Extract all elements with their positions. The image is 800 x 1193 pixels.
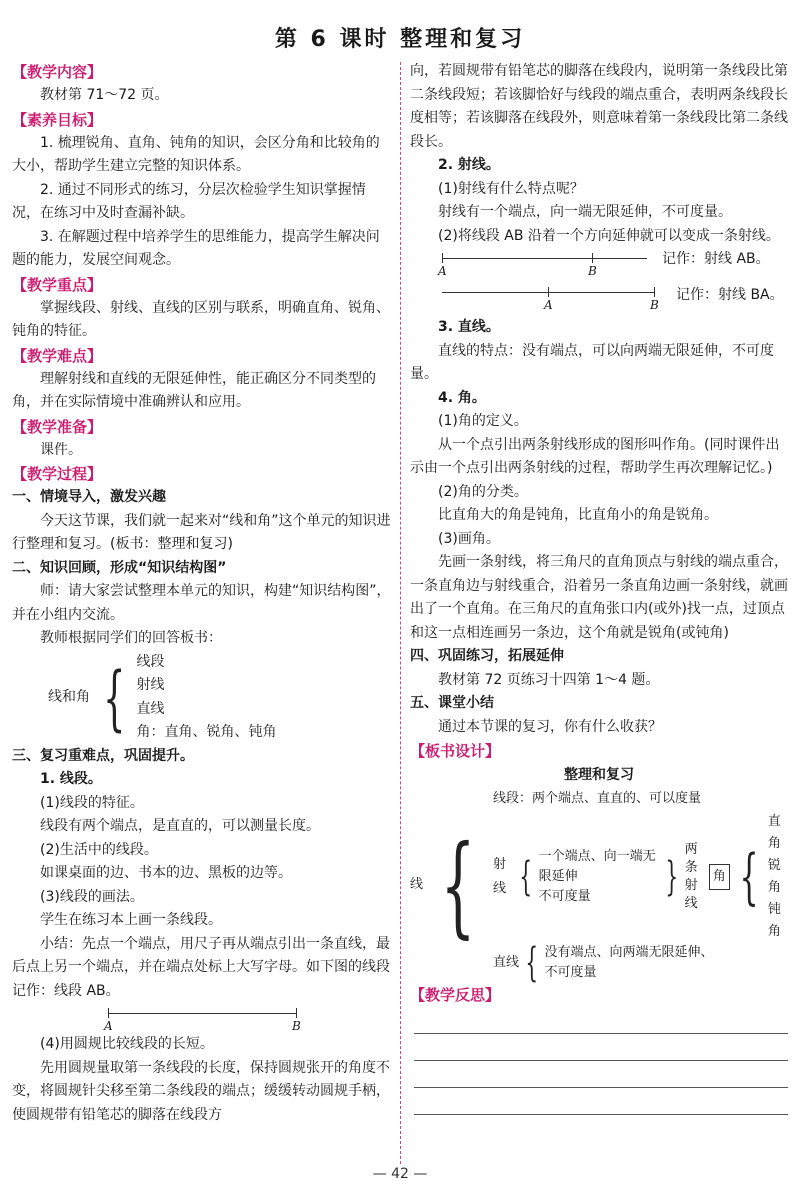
blank-line[interactable]	[414, 1007, 788, 1034]
paragraph: 师：请大家尝试整理本单元的知识，构建“知识结构图”，并在小组内交流。	[12, 583, 391, 623]
board-line	[493, 940, 788, 986]
paragraph: 射线有一个端点，向一端无限延伸，不可度量。	[438, 204, 732, 220]
board-two: 两条	[684, 842, 698, 875]
column-divider	[400, 62, 401, 1164]
board-line-text: 没有端点、向两端无限延伸、	[544, 945, 714, 960]
paragraph: 如课桌面的边、书本的边、黑板的边等。	[40, 865, 292, 881]
paragraph: 比直角大的角是钝角，比直角小的角是锐角。	[438, 507, 718, 523]
section-heading: 【教学内容】	[12, 63, 103, 81]
board-line-text: 不可度量	[544, 965, 597, 980]
brace-icon: }	[665, 854, 679, 900]
paragraph: (4)用圆规比较线段的长短。	[40, 1036, 214, 1052]
goal-2: 2. 通过不同形式的练习，分层次检验学生知识掌握情况，在练习中及时查漏补缺。	[12, 181, 366, 221]
tree-item: 直线	[136, 700, 165, 717]
paragraph: 学生在练习本上画一条线段。	[40, 912, 222, 928]
label-a: A	[438, 264, 447, 278]
board-title: 整理和复习	[564, 767, 634, 783]
paragraph: 从一个点引出两条射线形成的图形叫作角。(同时课件出示由一个点引出两条射线的过程，帮助学生再次理解记忆。)	[410, 436, 780, 476]
left-column	[12, 60, 392, 1127]
board-angle-type: 钝角	[767, 902, 781, 939]
ray-line	[442, 258, 647, 259]
section-heading: 【教学过程】	[12, 465, 103, 483]
label-b: B	[292, 1019, 301, 1033]
section-heading: 【教学难点】	[12, 346, 103, 365]
right-column	[410, 60, 788, 1115]
brace-icon: {	[739, 842, 759, 912]
board-angle-type: 直角	[767, 814, 781, 851]
board-root: 线	[410, 877, 424, 892]
paragraph: 小结：先点一个端点，用尺子再从端点引出一条直线，最后点上另一个端点，并在端点处标上大写字母。如下图的线段记作：线段 AB。	[12, 935, 390, 999]
paragraph: 教师根据同学们的回答板书：	[40, 630, 222, 646]
goal-1: 1. 梳理锐角、直角、钝角的知识，会区分角和比较角的大小，帮助学生建立完整的知识体系。	[12, 134, 380, 174]
tree-item: 射线	[136, 677, 165, 693]
goal-3: 3. 在解题过程中培养学生的思维能力，提高学生解决问题的能力，发展空间观念。	[12, 228, 380, 268]
paragraph: 线段有两个端点，是直直的，可以测量长度。	[40, 818, 320, 834]
section-heading: 【素养目标】	[12, 110, 103, 129]
tree-root: 线和角	[48, 688, 90, 705]
paragraph: (2)角的分类。	[438, 483, 528, 500]
blank-line[interactable]	[414, 1061, 788, 1088]
paragraph: 向，若圆规带有铅笔芯的脚落在线段内，说明第一条线段比第二条线段短；若该脚恰好与线段的端点重合，表明两条线段长度相等；若该脚落在线段外，则意味着第一条线段比第二条线段长。	[410, 63, 788, 150]
paragraph: (1)角的定义。	[438, 413, 528, 429]
tree-item: 线段	[136, 653, 165, 670]
section-heading: 【板书设计】	[410, 742, 501, 760]
paragraph: 掌握线段、射线、直线的区别与联系，明确直角、锐角、钝角的特征。	[12, 299, 390, 339]
paragraph: 先画一条射线，将三角尺的直角顶点与射线的端点重合，一条直角边与射线重合，沿着另一条直角边画一条射线，就画出了一个直角。在三角尺的直角张口内(或外)找一点，过顶点和这一点相连画另一条边，这个角就是锐角(或钝角)	[410, 554, 788, 641]
board-tree	[410, 787, 788, 986]
step-heading: 四、巩固练习，拓展延伸	[410, 648, 564, 664]
tree-item: 角：直角、锐角、钝角	[136, 724, 277, 740]
ray-ba-figure	[410, 282, 788, 316]
sub-heading: 3. 直线。	[438, 319, 500, 335]
ray-ab-note: 记作：射线 AB。	[662, 251, 770, 267]
board-angle-type: 锐角	[767, 858, 781, 895]
paragraph: (2)将线段 AB 沿着一个方向延伸就可以变成一条射线。	[438, 227, 780, 244]
ray-ab-figure	[410, 248, 788, 282]
brace-icon: {	[525, 940, 539, 986]
label-b: B	[588, 264, 597, 278]
paragraph: (1)线段的特征。	[40, 794, 144, 811]
section-heading: 【教学反思】	[410, 986, 501, 1004]
blank-line[interactable]	[414, 1034, 788, 1061]
label-a: A	[544, 298, 553, 312]
segment-line	[108, 1013, 296, 1014]
paragraph: 课件。	[40, 441, 82, 458]
paragraph: (2)生活中的线段。	[40, 841, 158, 858]
paragraph: 教材第 71～72 页。	[40, 87, 169, 103]
sub-heading: 4. 角。	[438, 389, 486, 406]
blank-line[interactable]	[414, 1088, 788, 1115]
ray-ba-note: 记作：射线 BA。	[676, 287, 784, 303]
board-ray-label: 射线	[493, 857, 507, 896]
step-heading: 三、复习重难点，巩固提升。	[12, 747, 194, 764]
board-ray	[493, 811, 788, 943]
paragraph: 今天这节课，我们就一起来对“线和角”这个单元的知识进行整理和复习。(板书：整理和复习)	[12, 512, 391, 552]
sub-heading: 2. 射线。	[438, 157, 500, 173]
step-heading: 二、知识回顾，形成“知识结构图”	[12, 559, 227, 576]
section-heading: 【教学重点】	[12, 275, 103, 294]
paragraph: (3)线段的画法。	[40, 888, 144, 905]
paragraph: (3)画角。	[438, 530, 500, 547]
board-segment: 线段：两个端点、直直的、可以度量	[493, 791, 702, 806]
board-ray-text: 一个端点、向一端无限延伸	[538, 849, 656, 884]
label-a: A	[104, 1019, 113, 1033]
board-line-label: 直线	[493, 955, 520, 970]
knowledge-tree	[48, 651, 392, 745]
paragraph: 通过本节课的复习，你有什么收获？	[438, 718, 662, 735]
segment-figure	[12, 1003, 392, 1033]
board-design	[410, 763, 788, 986]
brace-icon: {	[103, 656, 126, 739]
board-angle: 角	[709, 864, 730, 890]
paragraph: 先用圆规量取第一条线段的长度，保持圆规张开的角度不变，将圆规针尖移至第二条线段的端点；缓缓转动圆规手柄，使圆规带有铅笔芯的脚落在线段方	[12, 1059, 390, 1123]
brace-icon: {	[519, 854, 533, 900]
section-heading: 【教学准备】	[12, 417, 103, 436]
step-heading: 五、课堂小结	[410, 695, 494, 711]
reflection-lines	[414, 1007, 788, 1115]
board-ray-text: 不可度量	[538, 889, 591, 904]
sub-heading: 1. 线段。	[40, 771, 102, 787]
paragraph: 直线的特点：没有端点，可以向两端无限延伸，不可度量。	[410, 342, 774, 382]
paragraph: (1)射线有什么特点呢？	[438, 180, 584, 197]
step-heading: 一、情境导入，激发兴趣	[12, 489, 166, 505]
board-two: 射线	[684, 878, 698, 911]
paragraph: 理解射线和直线的无限延伸性，能正确区分不同类型的角，并在实际情境中准确辨认和应用。	[12, 370, 376, 410]
brace-icon: {	[440, 821, 476, 949]
label-b: B	[650, 298, 659, 312]
page-title: 第 6 课时 整理和复习	[274, 27, 526, 52]
paragraph: 教材第 72 页练习十四第 1～4 题。	[438, 671, 660, 688]
page-number: — 42 —	[372, 1166, 428, 1182]
